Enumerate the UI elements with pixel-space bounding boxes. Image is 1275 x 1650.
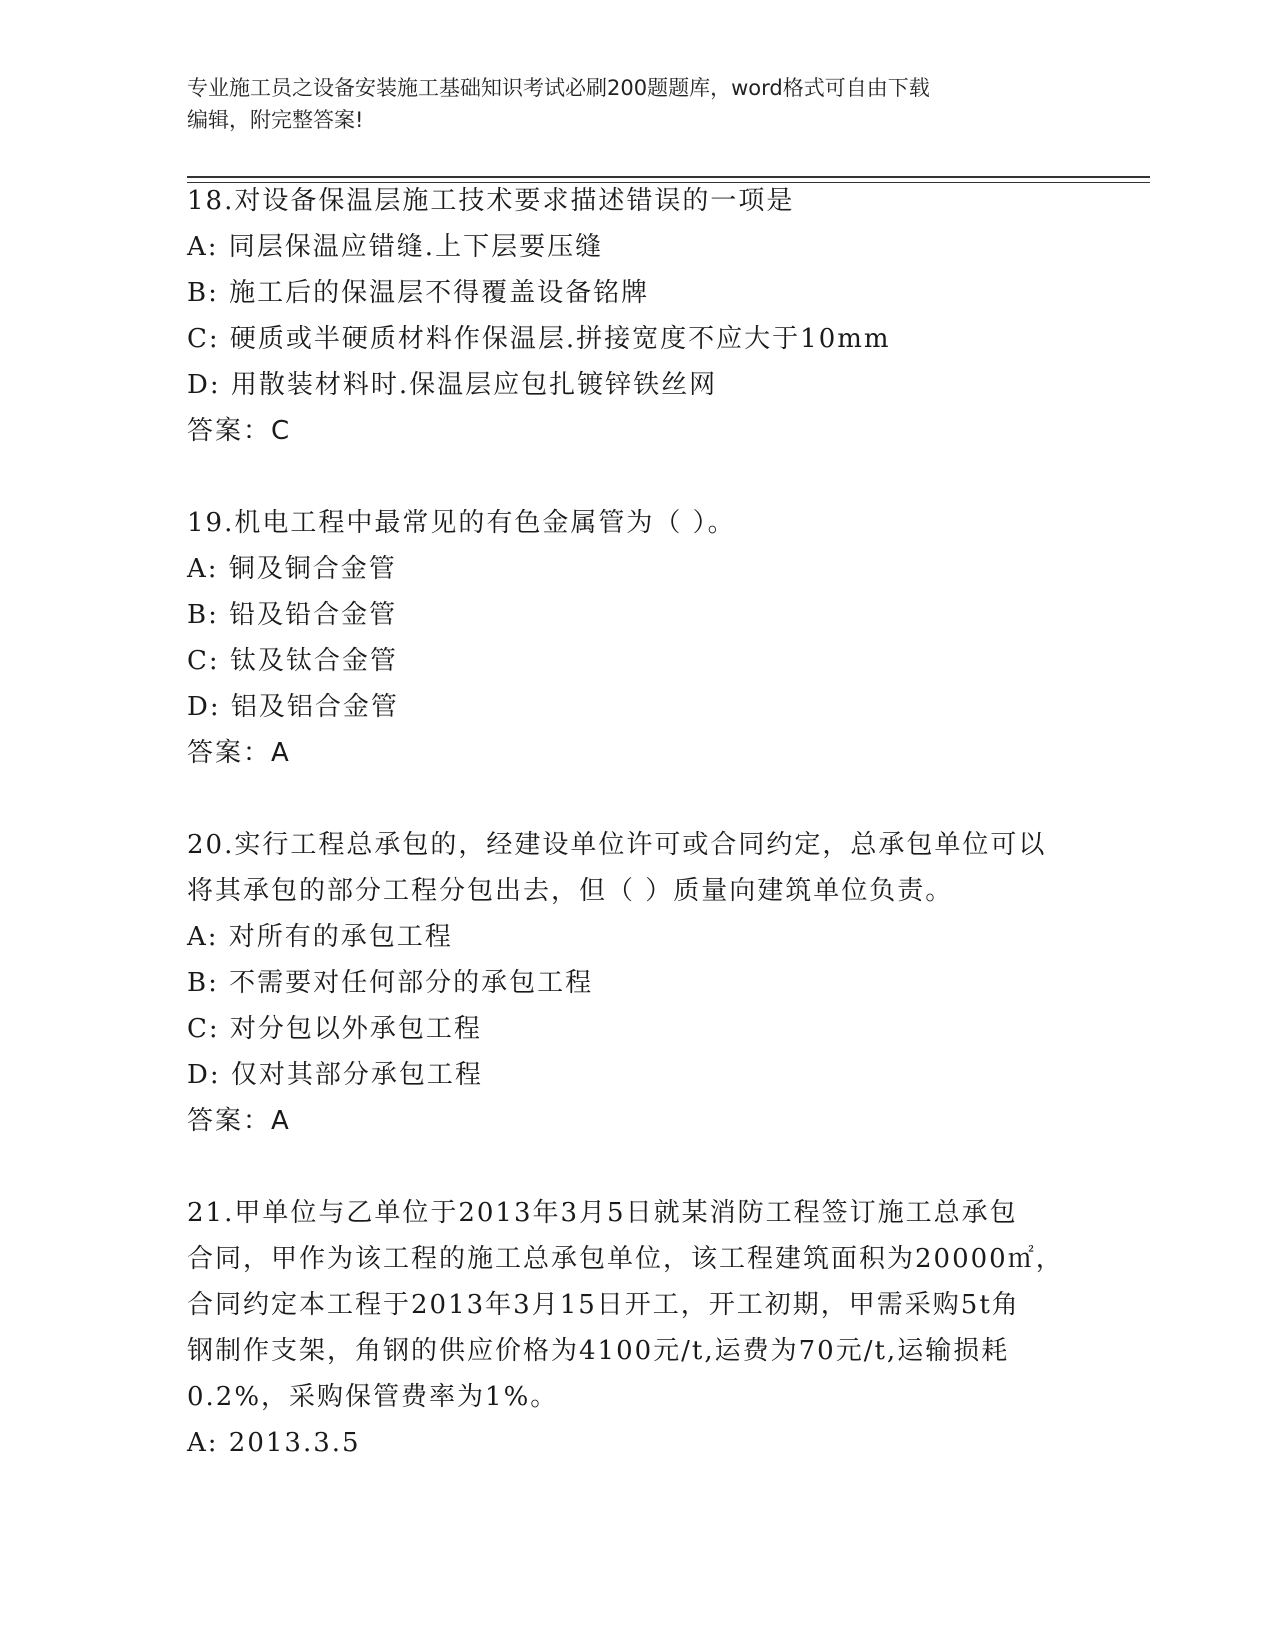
option-a: A: 同层保温应错缝.上下层要压缝 [187, 232, 604, 262]
question-stem-line-2: 将其承包的部分工程分包出去，但（ ）质量向建筑单位负责。 [187, 876, 954, 906]
question-stem: 19.机电工程中最常见的有色金属管为（ ）。 [187, 508, 736, 538]
document-header [187, 72, 1067, 136]
question-19 [187, 500, 1087, 776]
question-18 [187, 178, 1087, 454]
option-a: A: 对所有的承包工程 [187, 922, 453, 952]
option-d: D: 用散装材料时.保温层应包扎镀锌铁丝网 [187, 370, 718, 400]
option-c: C: 钛及钛合金管 [187, 646, 398, 676]
question-stem-line-2: 合同，甲作为该工程的施工总承包单位，该工程建筑面积为20000㎡， [187, 1244, 1064, 1274]
option-b: B: 铅及铅合金管 [187, 600, 398, 630]
question-stem-line-3: 合同约定本工程于2013年3月15日开工，开工初期，甲需采购5t角 [187, 1290, 1020, 1320]
answer: 答案：A [187, 738, 291, 768]
question-20 [187, 822, 1087, 1144]
header-line-2: 编辑，附完整答案! [187, 108, 364, 132]
option-b: B: 施工后的保温层不得覆盖设备铭牌 [187, 278, 650, 308]
option-d: D: 铝及铝合金管 [187, 692, 399, 722]
question-stem-line-1: 21.甲单位与乙单位于2013年3月5日就某消防工程签订施工总承包 [187, 1198, 1018, 1228]
question-stem-line-1: 20.实行工程总承包的，经建设单位许可或合同约定，总承包单位可以 [187, 830, 1047, 860]
question-21 [187, 1190, 1087, 1466]
option-b: B: 不需要对任何部分的承包工程 [187, 968, 594, 998]
question-stem-line-5: 0.2%，采购保管费率为1%。 [187, 1382, 559, 1412]
question-stem: 18.对设备保温层施工技术要求描述错误的一项是 [187, 186, 795, 216]
option-a: A: 2013.3.5 [187, 1428, 361, 1458]
answer: 答案：A [187, 1106, 291, 1136]
option-a: A: 铜及铜合金管 [187, 554, 397, 584]
option-c: C: 对分包以外承包工程 [187, 1014, 482, 1044]
header-line-1: 专业施工员之设备安装施工基础知识考试必刷200题题库，word格式可自由下载 [187, 76, 930, 100]
question-stem-line-4: 钢制作支架，角钢的供应价格为4100元/t,运费为70元/t,运输损耗 [187, 1336, 1010, 1366]
option-c: C: 硬质或半硬质材料作保温层.拼接宽度不应大于10mm [187, 324, 891, 354]
answer: 答案：C [187, 416, 292, 446]
option-d: D: 仅对其部分承包工程 [187, 1060, 483, 1090]
